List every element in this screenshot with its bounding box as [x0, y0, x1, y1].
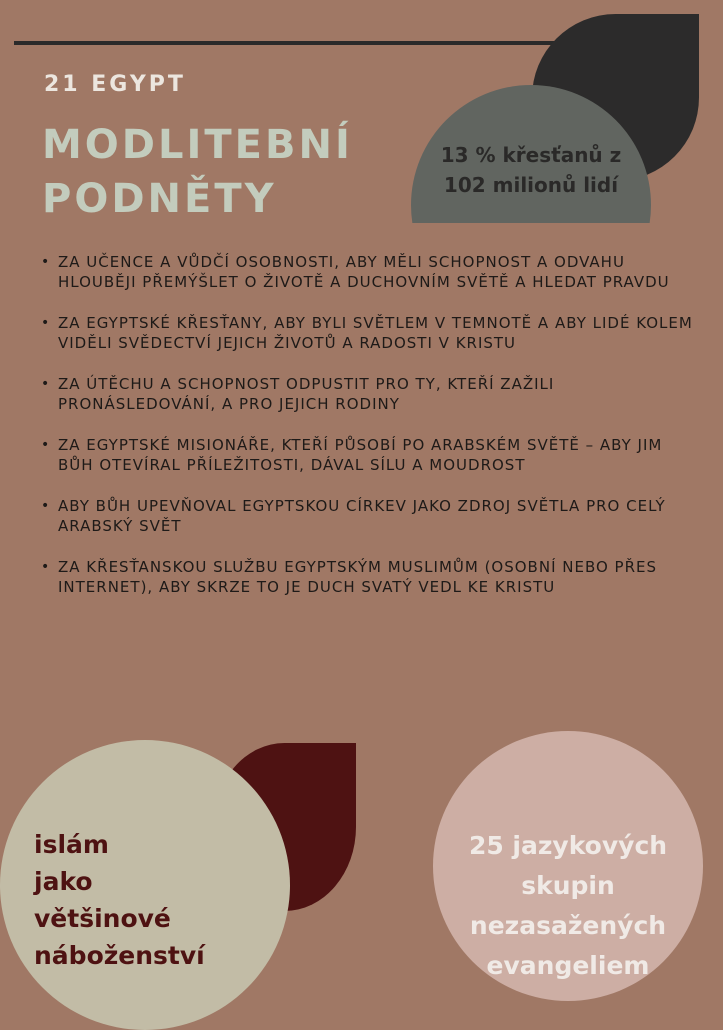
title-line2: PODNĚTY [42, 176, 277, 222]
christian-stat-line1: 13 % křesťanů z [440, 143, 622, 167]
prayer-item: • ZA EGYPTSKÉ KŘESŤANY, ABY BYLI SVĚTLEM V TEMNOTĚ A ABY LIDÉ KOLEM VIDĚLI SVĚDECTVÍ JEJICH ŽIVOTŮ A RADOSTI V KRISTU [40, 313, 700, 353]
language-line4: evangeliem [486, 951, 650, 980]
prayer-item: • ZA ÚTĚCHU A SCHOPNOST ODPUSTIT PRO TY, KTEŘÍ ZAŽILI PRONÁSLEDOVÁNÍ, A PRO JEJICH RODINY [40, 374, 700, 414]
christian-stat-line2: 102 milionů lidí [443, 173, 619, 197]
religion-line2: jako [34, 867, 93, 896]
religion-line1: islám [34, 830, 109, 859]
religion-line4: náboženství [34, 941, 205, 970]
top-rule [14, 41, 574, 45]
page-title [42, 118, 353, 226]
title-line1: MODLITEBNÍ [42, 122, 353, 168]
language-line3: nezasažených [469, 911, 667, 940]
country-label: 21 EGYPT [44, 72, 186, 97]
language-groups-stat [433, 826, 703, 986]
language-line2: skupin [521, 871, 615, 900]
language-line1: 25 jazykových [468, 831, 668, 860]
religion-stat [34, 826, 205, 974]
prayer-item: • ZA UČENCE A VŮDČÍ OSOBNOSTI, ABY MĚLI SCHOPNOST A ODVAHU HLOUBĚJI PŘEMÝŠLET O ŽIVOTĚ A DUCHOVNÍM SVĚTĚ A HLEDAT PRAVDU [40, 252, 700, 292]
prayer-list [40, 252, 700, 618]
prayer-item: • ZA KŘESŤANSKOU SLUŽBU EGYPTSKÝM MUSLIMŮM (OSOBNÍ NEBO PŘES INTERNET), ABY SKRZE TO JE DUCH SVATÝ VEDL KE KRISTU [40, 557, 700, 597]
prayer-item: • ZA EGYPTSKÉ MISIONÁŘE, KTEŘÍ PŮSOBÍ PO ARABSKÉM SVĚTĚ – ABY JIM BŮH OTEVÍRAL PŘÍLEŽITOSTI, DÁVAL SÍLU A MOUDROST [40, 435, 700, 475]
prayer-item: • ABY BŮH UPEVŇOVAL EGYPTSKOU CÍRKEV JAKO ZDROJ SVĚTLA PRO CELÝ ARABSKÝ SVĚT [40, 496, 700, 536]
religion-line3: většinové [34, 904, 171, 933]
christian-stat [411, 140, 651, 200]
